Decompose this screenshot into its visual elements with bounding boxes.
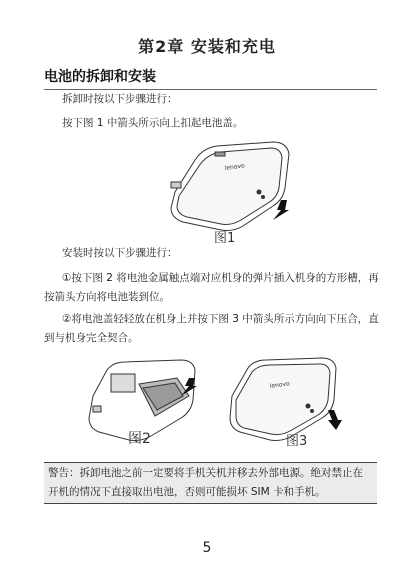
- install-intro-text: 安装时按以下步骤进行：: [62, 247, 178, 259]
- figure-2-caption: 图2: [128, 431, 151, 447]
- install-step-2-text: ②将电池盖轻轻放在机身上并按下图 3 中箭头所示方向向下压合，直到与机身完全契合。: [44, 313, 379, 344]
- figure-3-caption: 图3: [286, 434, 308, 449]
- page-number: 5: [202, 540, 212, 556]
- arrow-down-icon: [328, 410, 342, 430]
- remove-step-text: 按下图 1 中箭头所示向上扣起电池盖。: [62, 117, 244, 129]
- warning-box: 警告：拆卸电池之前一定要将手机关机并移去外部电源。绝对禁止在开机的情况下直接取出电池，否则可能损坏 SIM 卡和手机。: [44, 462, 377, 504]
- lenovo-logo: lenovo: [269, 380, 291, 390]
- install-step-1-text: ①按下图 2 将电池金属触点端对应机身的弹片插入机身的方形槽，再按箭头方向将电池装到位。: [44, 272, 379, 303]
- figure-1-caption: 图1: [214, 231, 236, 246]
- remove-intro-text: 拆卸时按以下步骤进行：: [62, 93, 178, 105]
- lenovo-logo: lenovo: [224, 162, 246, 172]
- figure-1-illustration: [155, 130, 303, 238]
- section-heading: 电池的拆卸和安装: [44, 66, 377, 90]
- chapter-title: 第2章 安装和充电: [138, 37, 276, 56]
